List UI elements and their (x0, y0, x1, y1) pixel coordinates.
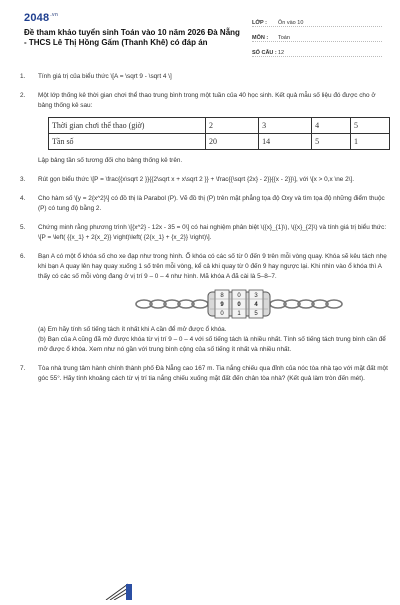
meta-value: 12 (278, 50, 285, 56)
question-7 (20, 364, 388, 384)
question-text: Bạn A có một ổ khóa số cho xe đạp như trong hình. Ổ khóa có các số từ 0 đến 9 trên mỗi vòng quay. Khóa sẽ kêu tách nhẹ khi bạn A quay lên hay quay xuống 1 số trên mỗi vòng, kể cả khi quay từ 0 đến 9 hay ngược lại. Khi nhìn vào ổ khóa thì A thấy có các số mỗi vòng đang ở vị trí 9 – 0 – 4 như hình. Mã khóa A đã cài là 5–8–7. (38, 253, 387, 280)
question-number: 4. (20, 195, 26, 202)
meta-row-subject (252, 29, 382, 42)
site-logo[interactable]: $2048^{.vn}$ (24, 12, 59, 24)
page-header (0, 0, 400, 62)
table-cell: Thời gian chơi thể thao (giờ) (49, 118, 206, 134)
table-cell: 3 (259, 118, 312, 134)
question-2 (20, 91, 388, 166)
lock-digit: 4 (254, 302, 258, 308)
table-cell: 2 (206, 118, 259, 134)
table-row (49, 118, 390, 134)
question-4 (20, 194, 388, 214)
question-number: 5. (20, 224, 26, 231)
question-6 (20, 252, 388, 355)
lock-digit: 5 (254, 311, 258, 317)
meta-row-class (252, 14, 382, 27)
question-number: 6. (20, 253, 26, 260)
question-part-a: (a) Em hãy tính số tiếng tách ít nhất khi A cần để mở được ổ khóa. (38, 326, 227, 333)
meta-value: Toán (278, 35, 290, 41)
table-cell: 5 (312, 134, 351, 150)
building-illustration (98, 582, 138, 600)
meta-box (252, 14, 382, 59)
question-text: Một lớp thống kê thời gian chơi thể thao trung bình trong một tuần của 40 học sinh. Kết quả mẫu số liệu đó được cho ở bảng thống kê sau: (38, 92, 376, 109)
question-text: Chứng minh rằng phương trình \[{x^2} - 12x - 35 = 0\] có hai nghiệm phân biệt \({x}_{1}\), \({x}_{2}\) và tính giá trị biểu thức: \[P = \left( {{x_1} + 2{x_2}} \right)\left( {2{x_1} + {x_2}} \right)\]. (38, 224, 387, 241)
question-number: 2. (20, 92, 26, 99)
meta-row-count (252, 44, 382, 57)
question-text: Tòa nhà trung tâm hành chính thành phố Đà Nẵng cao 167 m. Tia nắng chiếu qua đỉnh của nóc tòa nhà tạo với mặt đất một góc 55°. Hãy tính khoảng cách từ vị trí tia nắng chiếu xuống mặt đất đến chân tòa nhà? (Kết quả làm tròn đến mét). (38, 365, 388, 382)
document-title: Đề tham khảo tuyển sinh Toán vào 10 năm 2026 Đà Nẵng - THCS Lê Thị Hồng Gấm (Thanh Khê) có đáp án (24, 28, 240, 47)
question-number: 1. (20, 73, 26, 80)
question-text: Cho hàm số \[y = 2{x^2}\] có đồ thị là Parabol (P). Vẽ đồ thị (P) trên mặt phẳng tọa độ Oxy và tìm tọa độ những điểm thuộc (P) có tung độ bằng 2. (38, 195, 385, 212)
question-number: 3. (20, 176, 26, 183)
question-part-b: (b) Bạn của A cũng đã mở được khóa từ vị trí 9 – 0 – 4 với số tiếng tách là nhiều nhất. Tính số tiếng tách trung bình cần để mở được ổ khóa. Xem như nó gần với trung bình cộng của số tiếng ít nhất và nhiều nhất. (38, 336, 386, 353)
lock-digit: 8 (220, 293, 224, 299)
lock-digit: 0 (237, 293, 241, 299)
lock-digit: 0 (237, 302, 241, 308)
table-cell: 1 (351, 134, 390, 150)
question-text: Rút gọn biểu thức \[P = \frac{{x\sqrt 2 }}{{2\sqrt x + x\sqrt 2 }} + \frac{{\sqrt {2x} - 2}}{{x - 2}}\], với \[x > 0,x \ne 2\]. (38, 176, 354, 183)
table-row (49, 134, 390, 150)
meta-key: MÔN : (252, 35, 269, 41)
building-icon (98, 582, 138, 600)
question-note: Lập bảng tần số tương đối cho bảng thống kê trên. (38, 157, 183, 164)
table-cell: 4 (312, 118, 351, 134)
table-cell: 5 (351, 118, 390, 134)
lock-digit: 1 (237, 311, 241, 317)
bike-lock-image (38, 287, 388, 321)
meta-key: SỐ CÂU : (252, 50, 277, 56)
question-number: 7. (20, 365, 26, 372)
table-cell: 14 (259, 134, 312, 150)
lock-digit: 9 (220, 302, 224, 308)
question-5 (20, 223, 388, 243)
question-list (20, 72, 388, 393)
table-cell: 20 (206, 134, 259, 150)
question-3 (20, 175, 388, 185)
table-cell: Tần số (49, 134, 206, 150)
question-text: Tính giá trị của biểu thức \[A = \sqrt 9 - \sqrt 4 \] (38, 73, 172, 80)
frequency-table (48, 117, 390, 150)
meta-value: Ôn vào 10 (278, 20, 304, 26)
lock-digit: 3 (254, 293, 258, 299)
question-1 (20, 72, 388, 82)
lock-digit: 0 (220, 311, 224, 317)
meta-key: LỚP : (252, 20, 267, 26)
bike-lock-figure (38, 287, 388, 321)
